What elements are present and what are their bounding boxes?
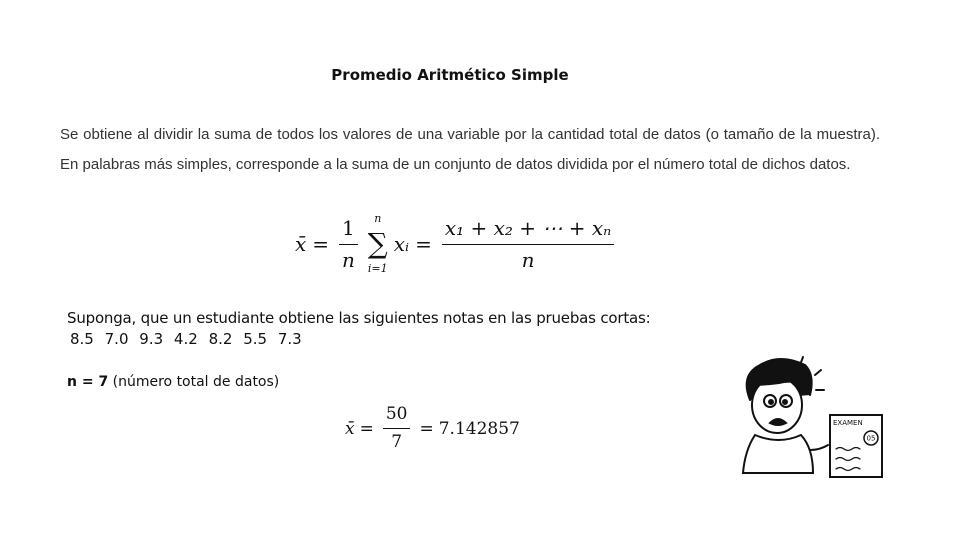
numerator: 50	[383, 404, 411, 429]
sum-term: xᵢ	[393, 232, 410, 256]
denominator: n	[341, 247, 355, 272]
worried-student-illustration	[730, 345, 900, 485]
denominator: n	[521, 247, 535, 272]
numerator: 1	[339, 216, 358, 245]
mean-symbol: x̄	[295, 232, 307, 256]
grade: 4.2	[173, 330, 198, 348]
n-label: n = 7	[67, 374, 109, 390]
one-over-n	[339, 216, 358, 273]
sigma-symbol: ∑	[367, 227, 388, 260]
grade: 7.3	[277, 330, 302, 348]
grade: 5.5	[243, 330, 268, 348]
expanded-fraction	[442, 216, 614, 273]
page-title: Promedio Aritmético Simple	[331, 66, 569, 84]
exam-score: 05	[866, 434, 876, 443]
equals-sign: =	[312, 232, 330, 256]
n-description: (número total de datos)	[112, 374, 280, 390]
grade: 8.2	[208, 330, 233, 348]
grade: 7.0	[104, 330, 129, 348]
grades-list	[70, 330, 302, 348]
mean-formula	[295, 212, 618, 276]
grade: 9.3	[139, 330, 164, 348]
denominator: 7	[391, 432, 403, 453]
equals-sign: =	[359, 418, 374, 439]
grade: 8.5	[70, 330, 94, 348]
equals-sign: =	[419, 418, 434, 439]
n-count	[67, 374, 279, 391]
numerator: x₁ + x₂ + ⋯ + xₙ	[442, 216, 614, 245]
example-intro: Suponga, que un estudiante obtiene las siguientes notas en las pruebas cortas:	[67, 309, 651, 327]
sum-over-n	[383, 404, 411, 454]
exam-title: EXAMEN	[833, 419, 863, 427]
result-value: 7.142857	[438, 418, 520, 439]
result-formula	[345, 404, 520, 454]
equals-sign: =	[415, 232, 432, 256]
sum-lower: i=1	[367, 262, 388, 275]
mean-symbol: x̄	[345, 418, 355, 439]
sum-upper: n	[374, 212, 382, 225]
definition-paragraph: Se obtiene al dividir la suma de todos los valores de una variable por la cantidad total de datos (o tamaño de la muestra). En palabras más simples, corresponde a la suma de un conjunto de datos dividida por el número total de dichos datos.	[60, 126, 880, 173]
summation	[368, 212, 388, 276]
